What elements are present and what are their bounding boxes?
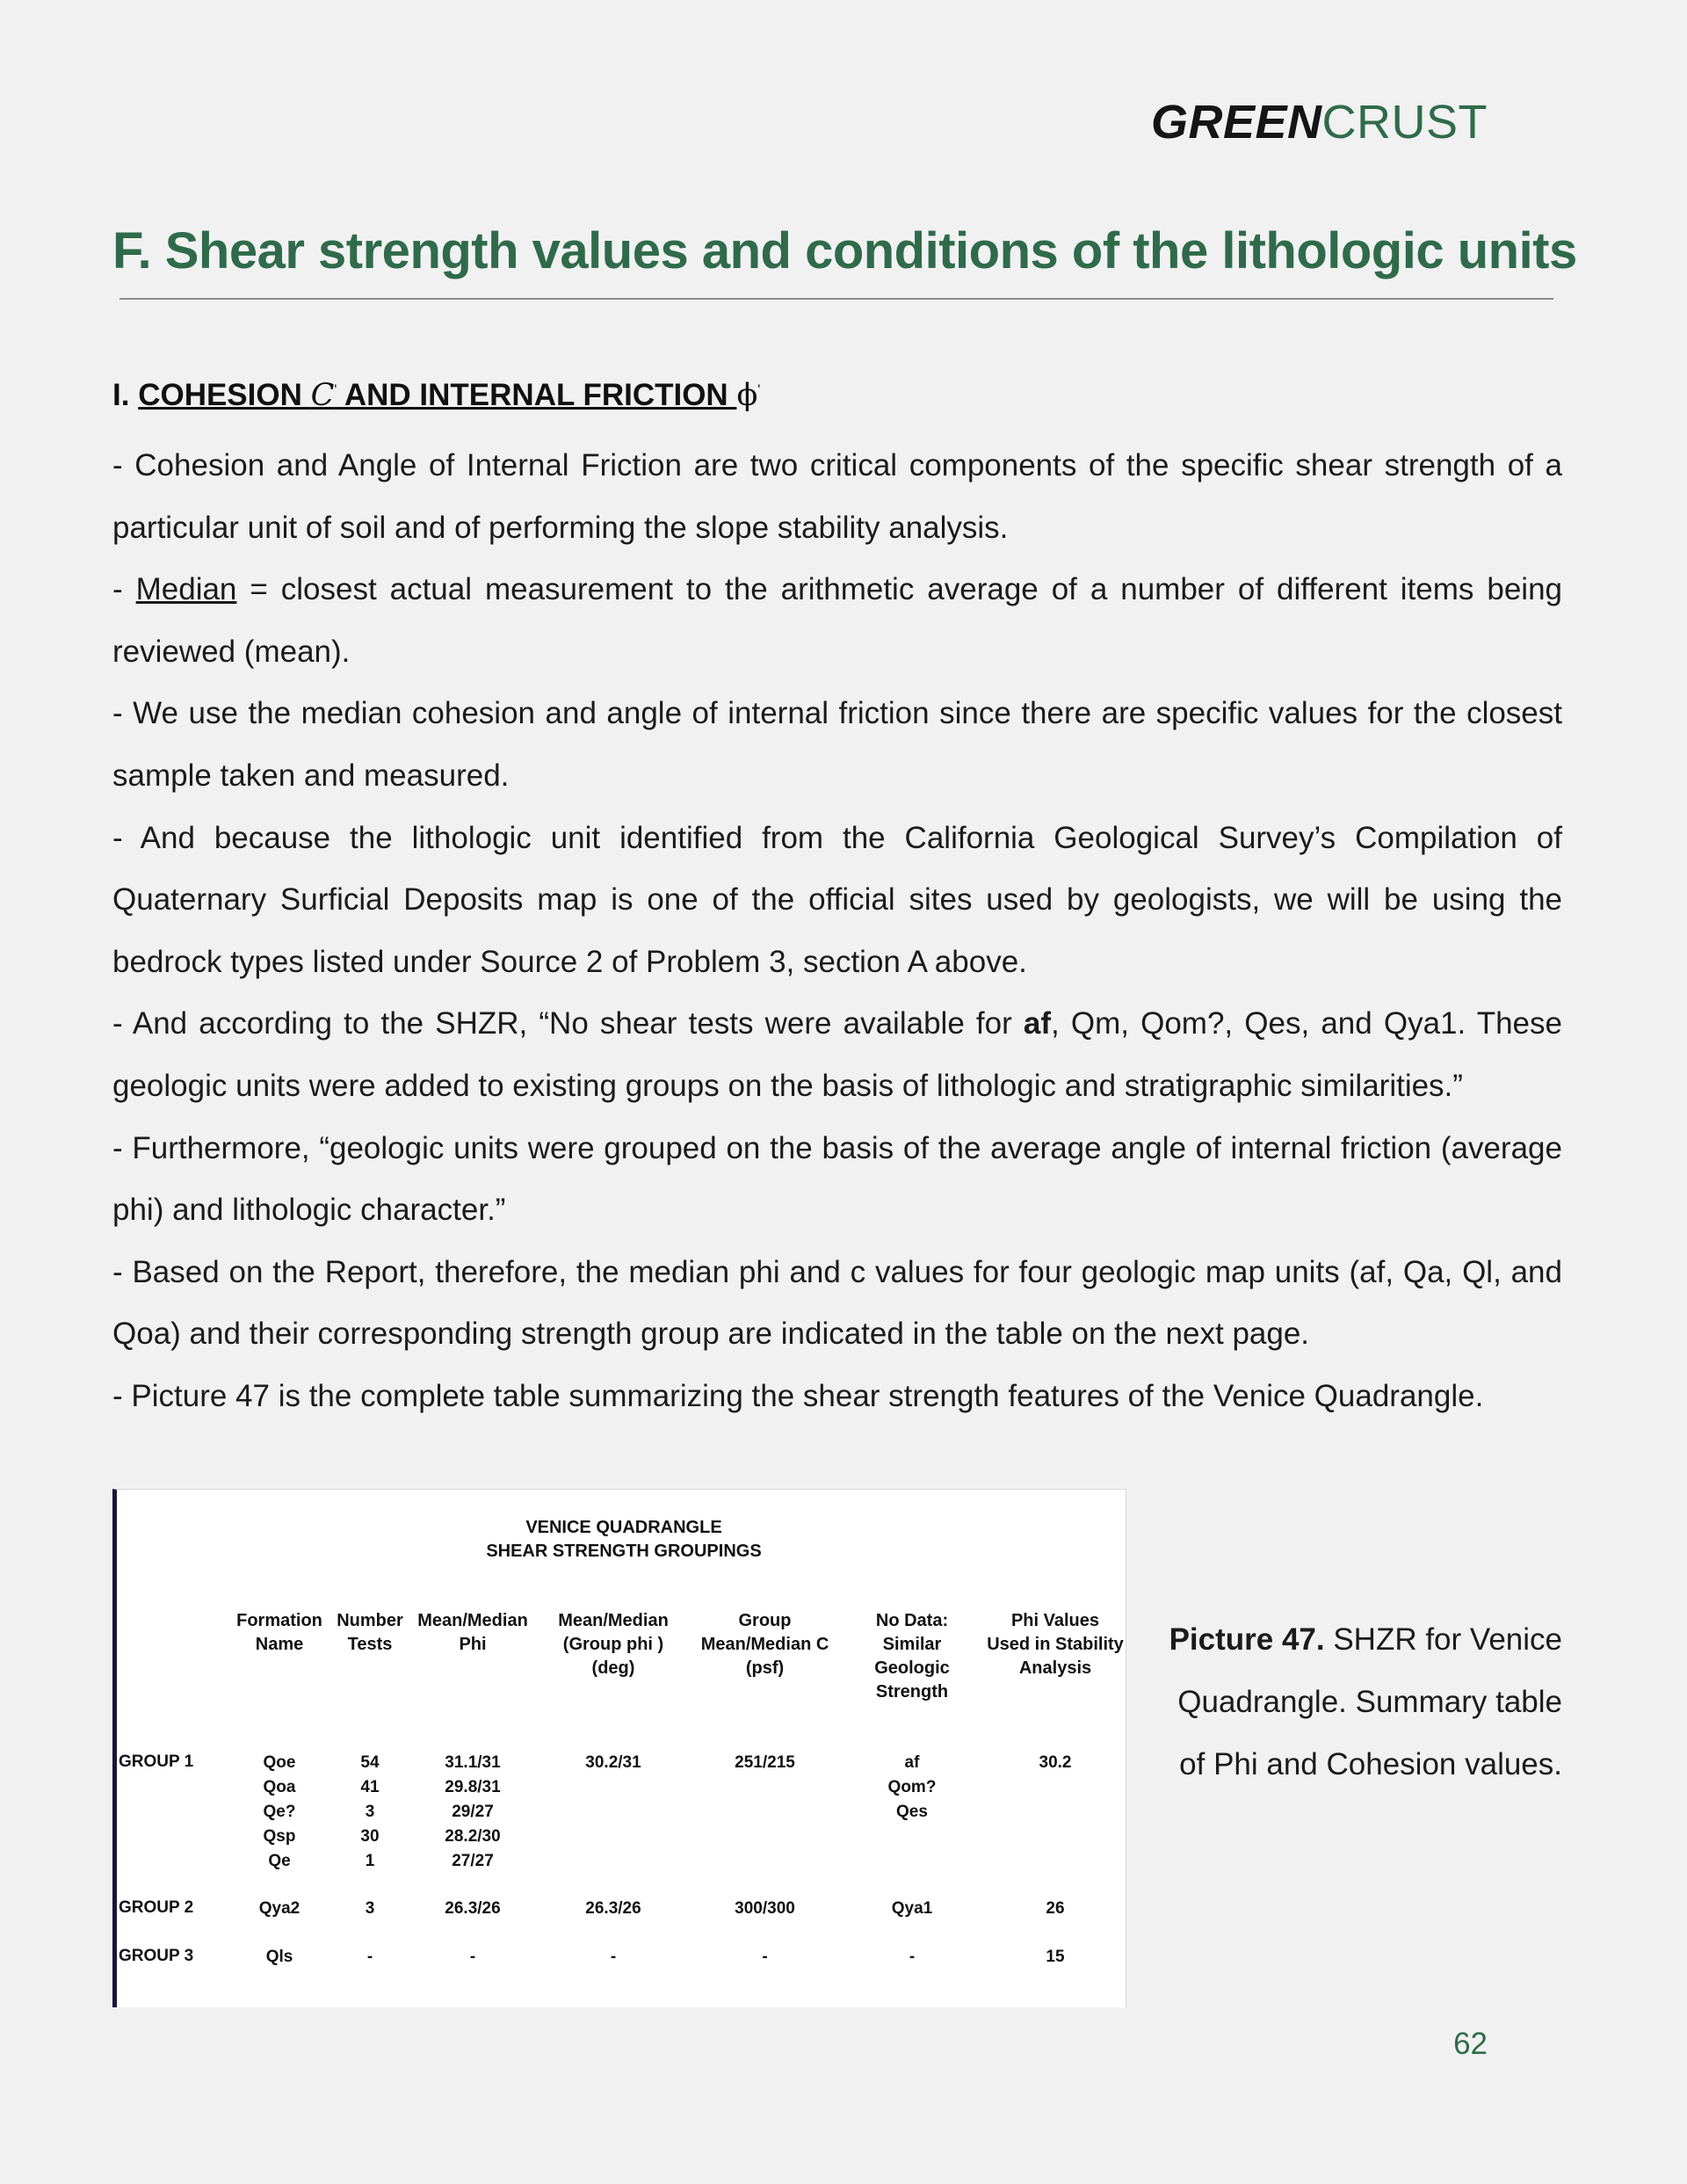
p5-b: , Qm, Qom?, Qes, and Qya1. These geologic units were added to existing groups on the basis of lithologic and stratigraphic similarities.” — [112, 1006, 1562, 1103]
group-3-label: GROUP 3 — [119, 1947, 194, 1965]
header-group-c: Group Mean/Median C (psf) — [700, 1611, 829, 1678]
group-2-phi-used: 26 — [1046, 1899, 1065, 1918]
caption-label: Picture 47. — [1169, 1622, 1325, 1657]
table-title — [117, 1516, 1131, 1564]
header-formation-name: Formation Name — [236, 1611, 322, 1654]
paragraph-4: - And because the lithologic unit identified from the California Geological Survey’s Compilation of Quaternary Surficial Deposits map is one of the official sites used by geologists, we will be using the bedrock types listed under Source 2 of Problem 3, section A above. — [112, 820, 1562, 979]
p2-rest: = closest actual measurement to the arithmetic average of a number of different items being reviewed (mean). — [112, 572, 1562, 669]
paragraph-3: - We use the median cohesion and angle of internal friction since there are specific values for the closest sample taken and measured. — [112, 696, 1562, 793]
header-number-tests: Number Tests — [337, 1611, 403, 1654]
c-prime: ' — [334, 382, 337, 398]
group-1-phi: 31.1/31 29.8/31 29/27 28.2/30 27/27 — [445, 1753, 501, 1870]
shear-strength-table-image — [112, 1489, 1126, 2007]
figure-caption — [1158, 1608, 1562, 1796]
paragraph-7: - Based on the Report, therefore, the median phi and c values for four geologic map units (af, Qa, Ql, and Qoa) and their corresponding strength group are indicated in the table on the next page. — [112, 1254, 1562, 1352]
group-3-phi: - — [469, 1948, 476, 1966]
phi-prime: ' — [757, 382, 761, 398]
paragraph-2 — [112, 559, 1562, 683]
c-symbol: C — [310, 378, 335, 413]
group-2-label: GROUP 2 — [119, 1898, 194, 1917]
section-heading — [112, 378, 760, 413]
page-title: F. Shear strength values and conditions of the lithologic units — [112, 222, 1577, 279]
brand-logo — [1150, 96, 1488, 149]
section-cohesion — [138, 378, 736, 412]
table-title-line-1: VENICE QUADRANGLE — [525, 1518, 722, 1537]
group-2-name: Qya2 — [258, 1899, 300, 1918]
group-2-tests: 3 — [365, 1899, 375, 1918]
section-number: I. — [112, 378, 139, 412]
group-2-phi: 26.3/26 — [445, 1899, 501, 1918]
group-3-group-c: - — [762, 1948, 768, 1966]
body-text — [112, 435, 1562, 1428]
af-bold: af — [1023, 1006, 1052, 1041]
header-no-data: No Data: Similar Geologic Strength — [874, 1611, 950, 1701]
group-1-label: GROUP 1 — [119, 1752, 194, 1771]
phi-symbol: ϕ — [736, 378, 758, 413]
page-number: 62 — [1453, 2027, 1488, 2061]
group-2-group-c: 300/300 — [735, 1899, 795, 1918]
group-3-name: Qls — [265, 1948, 293, 1966]
group-3-phi-used: 15 — [1046, 1948, 1065, 1966]
group-1-phi-used: 30.2 — [1039, 1753, 1072, 1772]
group-1-group-phi: 30.2/31 — [585, 1753, 641, 1772]
friction-label: AND INTERNAL FRICTION — [337, 378, 737, 412]
paragraph-6: - Furthermore, “geologic units were grouped on the basis of the average angle of internal friction (average phi) and lithologic character.” — [112, 1130, 1562, 1228]
header-mean-phi: Mean/Median Phi — [417, 1611, 528, 1654]
median-term: Median — [135, 572, 237, 607]
group-3-group-phi: - — [610, 1948, 617, 1966]
group-1-names: Qoe Qoa Qe? Qsp Qe — [263, 1753, 296, 1870]
header-phi-used: Phi Values Used in Stability Analysis — [987, 1611, 1124, 1678]
group-3-no-data: - — [909, 1948, 916, 1966]
caption-text: SHZR for Venice Quadrangle. Summary table of Phi and Cohesion values. — [1177, 1622, 1562, 1781]
brand-part-green: GREEN — [1150, 96, 1322, 149]
group-3-tests: - — [366, 1948, 373, 1966]
header-group-phi: Mean/Median (Group phi ) (deg) — [558, 1611, 669, 1678]
group-2-no-data: Qya1 — [891, 1899, 933, 1918]
paragraph-8: - Picture 47 is the complete table summarizing the shear strength features of the Venice Quadrangle. — [112, 1378, 1484, 1413]
paragraph-1: - Cohesion and Angle of Internal Friction are two critical components of the specific shear strength of a particular unit of soil and of performing the slope stability analysis. — [112, 448, 1562, 545]
title-divider — [119, 298, 1553, 300]
group-1-tests: 54 41 3 30 1 — [360, 1753, 380, 1870]
group-2-group-phi: 26.3/26 — [585, 1899, 641, 1918]
paragraph-5 — [112, 993, 1562, 1117]
group-1-group-c: 251/215 — [735, 1753, 795, 1772]
p5-a: - And according to the SHZR, “No shear tests were available for — [112, 1006, 1024, 1041]
cohesion-label: COHESION — [138, 378, 311, 412]
brand-part-crust: CRUST — [1321, 96, 1488, 149]
group-1-no-data: af Qom? Qes — [887, 1753, 937, 1821]
table-title-line-2: SHEAR STRENGTH GROUPINGS — [486, 1542, 762, 1561]
p2-prefix: - — [112, 572, 136, 607]
